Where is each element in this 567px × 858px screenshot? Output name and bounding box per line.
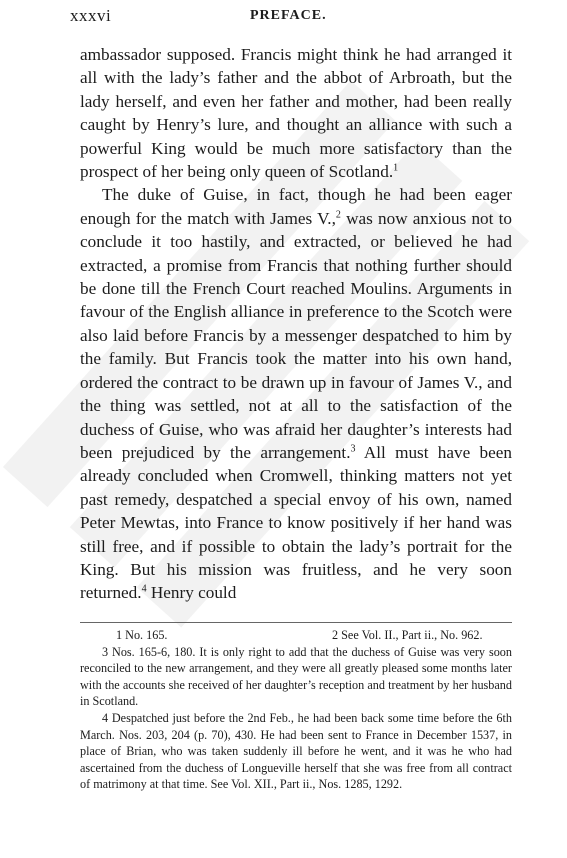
footnote-ref-1: 1 xyxy=(393,162,399,174)
paragraph-2-text-a: The duke of Guise, in fact, though he had been eager enough for the match with James V., xyxy=(80,185,512,228)
footnotes xyxy=(80,627,512,793)
footnote-ref-4: 4 xyxy=(141,583,147,595)
running-head: PREFACE. xyxy=(250,8,327,23)
footnote-1: 1 No. 165. xyxy=(116,628,168,642)
paragraph-2-text-d: Henry could xyxy=(146,583,237,603)
footnote-ref-3: 3 xyxy=(350,443,356,455)
footnote-ref-2: 2 xyxy=(335,209,341,221)
paragraph-2-text-b: was now anxious not to conclude it too hastily, and extracted, or believed he had extracted, a promise from Francis that nothing further should be done till the French Court reached Moulins. Arguments in favour of the English alliance in preference to the Scotch were also laid before Francis by a messenger despatched to him by the family. But Francis took the matter into his own hand, ordered the contract to be drawn up in favour of James V., and the thing was settled, not at all to the satisfaction of the duchess of Guise, who was afraid her daughter’s interests had been prejudiced by the arrangement. xyxy=(80,208,512,462)
paragraph-1-text: ambassador supposed. Francis might think he had arranged it all with the lady’s father and the abbot of Arbroath, but the lady herself, and even her father and mother, had been really caught by Henry’s lure, and thought an alliance with such a powerful King would be much more satisfactory than the prospect of her being only queen of Scotland. xyxy=(80,45,512,182)
footnote-row-1-2 xyxy=(80,627,512,644)
footnote-rule xyxy=(80,622,512,623)
main-text xyxy=(80,43,512,605)
page-number: xxxvi xyxy=(70,6,112,25)
footnote-4: 4 Despatched just before the 2nd Feb., he had been back some time before the 6th March. Nos. 203, 204 (p. 70), 430. He had been sent to France in December 1537, in place of Brian, who was taken suddenly ill before he went, and it was he who had ascertained from the duchess of Longueville herself that she was free from all contract of matrimony at that time. See Vol. XII., Part ii., Nos. 1285, 1292. xyxy=(80,710,512,792)
paragraph-2-text-c: All must have been already concluded when Cromwell, thinking matters not yet past remedy, despatched a special envoy of his own, named Peter Mewtas, into France to know positively if her hand was still free, and if possible to obtain the lady’s portrait for the King. But his mission was fruitless, and he very soon returned. xyxy=(80,442,512,603)
footnote-2: 2 See Vol. II., Part ii., No. 962. xyxy=(332,628,483,642)
footnote-3: 3 Nos. 165-6, 180. It is only right to add that the duchess of Guise was very soon reconciled to the new arrangement, and they were all greatly pleased some months later with the accounts she received of her daughter’s reception and treatment by her husband in Scotland. xyxy=(80,644,512,709)
page-header xyxy=(70,6,510,32)
paragraph-2 xyxy=(80,183,512,604)
paragraph-1 xyxy=(80,43,512,183)
